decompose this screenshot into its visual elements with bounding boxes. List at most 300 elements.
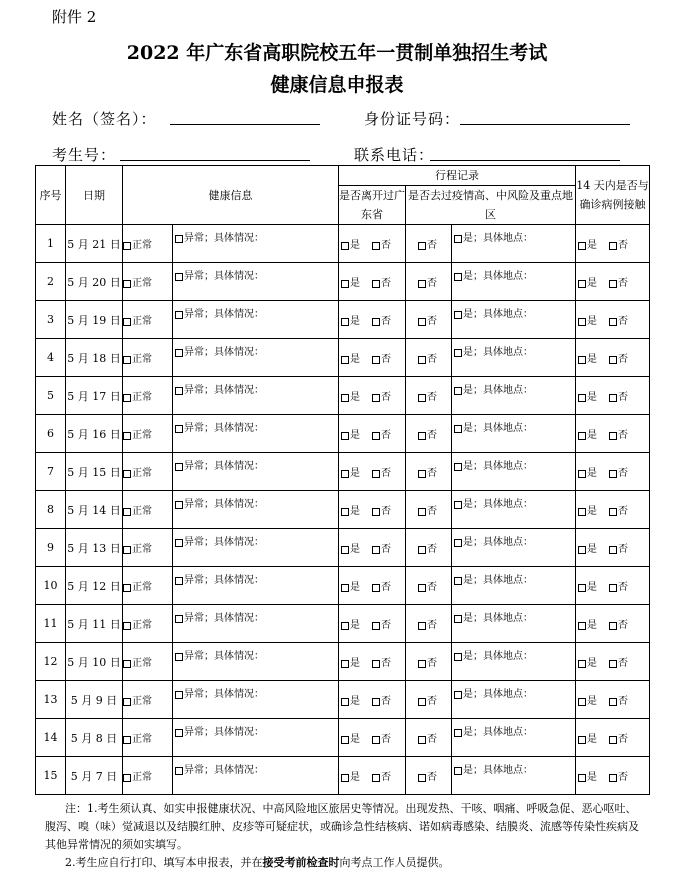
checkbox-icon[interactable]	[372, 242, 380, 250]
left-gd-yes[interactable]	[341, 506, 360, 517]
risk-no-cell[interactable]	[406, 263, 452, 301]
risk-yes-cell[interactable]	[452, 643, 576, 681]
risk-no[interactable]	[418, 430, 437, 441]
checkbox-icon[interactable]	[341, 280, 349, 288]
checkbox-icon[interactable]	[372, 622, 380, 630]
normal-checkbox[interactable]	[123, 278, 152, 289]
contact-yes[interactable]	[578, 240, 597, 251]
risk-no[interactable]	[418, 506, 437, 517]
health-abnormal-cell[interactable]	[173, 757, 339, 795]
checkbox-icon[interactable]	[609, 622, 617, 630]
health-abnormal-cell[interactable]	[173, 681, 339, 719]
health-abnormal-cell[interactable]	[173, 377, 339, 415]
risk-no[interactable]	[418, 658, 437, 669]
health-abnormal-cell[interactable]	[173, 301, 339, 339]
contact-no[interactable]	[609, 658, 628, 669]
health-normal-cell[interactable]	[123, 567, 173, 605]
checkbox-icon[interactable]	[175, 729, 183, 737]
risk-yes-cell[interactable]	[452, 301, 576, 339]
checkbox-icon[interactable]	[454, 387, 462, 395]
checkbox-icon[interactable]	[341, 698, 349, 706]
abnormal-checkbox[interactable]	[175, 233, 264, 244]
checkbox-icon[interactable]	[372, 660, 380, 668]
contact-cell[interactable]	[576, 567, 650, 605]
checkbox-icon[interactable]	[372, 470, 380, 478]
checkbox-icon[interactable]	[578, 508, 586, 516]
checkbox-icon[interactable]	[609, 318, 617, 326]
left-gd-yes[interactable]	[341, 354, 360, 365]
checkbox-icon[interactable]	[418, 394, 426, 402]
risk-yes-cell[interactable]	[452, 225, 576, 263]
contact-yes[interactable]	[578, 772, 597, 783]
normal-checkbox[interactable]	[123, 582, 152, 593]
health-abnormal-cell[interactable]	[173, 263, 339, 301]
checkbox-icon[interactable]	[418, 242, 426, 250]
left-gd-no[interactable]	[372, 544, 391, 555]
contact-cell[interactable]	[576, 225, 650, 263]
risk-no-cell[interactable]	[406, 301, 452, 339]
left-gd-yes[interactable]	[341, 430, 360, 441]
checkbox-icon[interactable]	[454, 691, 462, 699]
abnormal-checkbox[interactable]	[175, 651, 264, 662]
checkbox-icon[interactable]	[341, 774, 349, 782]
checkbox-icon[interactable]	[418, 774, 426, 782]
risk-no-cell[interactable]	[406, 453, 452, 491]
checkbox-icon[interactable]	[454, 311, 462, 319]
contact-yes[interactable]	[578, 620, 597, 631]
risk-no[interactable]	[418, 278, 437, 289]
checkbox-icon[interactable]	[175, 387, 183, 395]
risk-yes-cell[interactable]	[452, 377, 576, 415]
contact-cell[interactable]	[576, 491, 650, 529]
checkbox-icon[interactable]	[123, 736, 131, 744]
checkbox-icon[interactable]	[372, 546, 380, 554]
abnormal-checkbox[interactable]	[175, 575, 264, 586]
checkbox-icon[interactable]	[123, 698, 131, 706]
checkbox-icon[interactable]	[372, 280, 380, 288]
checkbox-icon[interactable]	[609, 432, 617, 440]
checkbox-icon[interactable]	[372, 698, 380, 706]
left-gd-no[interactable]	[372, 658, 391, 669]
checkbox-icon[interactable]	[341, 318, 349, 326]
health-normal-cell[interactable]	[123, 681, 173, 719]
checkbox-icon[interactable]	[578, 318, 586, 326]
checkbox-icon[interactable]	[175, 273, 183, 281]
left-gd-cell[interactable]	[339, 453, 406, 491]
contact-no[interactable]	[609, 468, 628, 479]
checkbox-icon[interactable]	[418, 318, 426, 326]
contact-cell[interactable]	[576, 529, 650, 567]
risk-no-cell[interactable]	[406, 643, 452, 681]
contact-cell[interactable]	[576, 605, 650, 643]
risk-yes[interactable]	[454, 309, 533, 320]
checkbox-icon[interactable]	[123, 508, 131, 516]
name-field[interactable]	[170, 124, 320, 125]
checkbox-icon[interactable]	[609, 508, 617, 516]
abnormal-checkbox[interactable]	[175, 765, 264, 776]
checkbox-icon[interactable]	[175, 349, 183, 357]
left-gd-no[interactable]	[372, 392, 391, 403]
contact-no[interactable]	[609, 316, 628, 327]
checkbox-icon[interactable]	[609, 698, 617, 706]
left-gd-cell[interactable]	[339, 377, 406, 415]
checkbox-icon[interactable]	[175, 691, 183, 699]
left-gd-no[interactable]	[372, 696, 391, 707]
left-gd-yes[interactable]	[341, 468, 360, 479]
health-normal-cell[interactable]	[123, 263, 173, 301]
abnormal-checkbox[interactable]	[175, 271, 264, 282]
checkbox-icon[interactable]	[454, 235, 462, 243]
checkbox-icon[interactable]	[418, 622, 426, 630]
checkbox-icon[interactable]	[454, 653, 462, 661]
checkbox-icon[interactable]	[609, 584, 617, 592]
checkbox-icon[interactable]	[175, 539, 183, 547]
contact-yes[interactable]	[578, 544, 597, 555]
checkbox-icon[interactable]	[609, 660, 617, 668]
contact-cell[interactable]	[576, 681, 650, 719]
risk-yes[interactable]	[454, 499, 533, 510]
left-gd-cell[interactable]	[339, 529, 406, 567]
checkbox-icon[interactable]	[341, 622, 349, 630]
left-gd-cell[interactable]	[339, 415, 406, 453]
health-normal-cell[interactable]	[123, 377, 173, 415]
normal-checkbox[interactable]	[123, 544, 152, 555]
left-gd-cell[interactable]	[339, 605, 406, 643]
risk-no-cell[interactable]	[406, 529, 452, 567]
risk-no[interactable]	[418, 734, 437, 745]
left-gd-no[interactable]	[372, 316, 391, 327]
checkbox-icon[interactable]	[123, 356, 131, 364]
left-gd-yes[interactable]	[341, 392, 360, 403]
normal-checkbox[interactable]	[123, 658, 152, 669]
checkbox-icon[interactable]	[454, 615, 462, 623]
contact-yes[interactable]	[578, 658, 597, 669]
health-normal-cell[interactable]	[123, 643, 173, 681]
checkbox-icon[interactable]	[123, 394, 131, 402]
contact-yes[interactable]	[578, 468, 597, 479]
risk-no-cell[interactable]	[406, 605, 452, 643]
health-normal-cell[interactable]	[123, 491, 173, 529]
left-gd-cell[interactable]	[339, 757, 406, 795]
contact-yes[interactable]	[578, 278, 597, 289]
risk-yes[interactable]	[454, 271, 533, 282]
left-gd-no[interactable]	[372, 620, 391, 631]
checkbox-icon[interactable]	[418, 432, 426, 440]
left-gd-cell[interactable]	[339, 491, 406, 529]
left-gd-cell[interactable]	[339, 681, 406, 719]
left-gd-cell[interactable]	[339, 263, 406, 301]
contact-cell[interactable]	[576, 415, 650, 453]
risk-yes-cell[interactable]	[452, 681, 576, 719]
risk-no[interactable]	[418, 354, 437, 365]
risk-no[interactable]	[418, 240, 437, 251]
checkbox-icon[interactable]	[578, 584, 586, 592]
left-gd-yes[interactable]	[341, 582, 360, 593]
risk-no-cell[interactable]	[406, 567, 452, 605]
checkbox-icon[interactable]	[341, 508, 349, 516]
risk-yes-cell[interactable]	[452, 605, 576, 643]
left-gd-cell[interactable]	[339, 567, 406, 605]
contact-yes[interactable]	[578, 734, 597, 745]
health-abnormal-cell[interactable]	[173, 529, 339, 567]
left-gd-cell[interactable]	[339, 643, 406, 681]
risk-yes[interactable]	[454, 385, 533, 396]
checkbox-icon[interactable]	[418, 546, 426, 554]
risk-yes-cell[interactable]	[452, 415, 576, 453]
checkbox-icon[interactable]	[341, 242, 349, 250]
risk-yes[interactable]	[454, 461, 533, 472]
checkbox-icon[interactable]	[454, 425, 462, 433]
risk-yes[interactable]	[454, 613, 533, 624]
checkbox-icon[interactable]	[123, 280, 131, 288]
checkbox-icon[interactable]	[418, 736, 426, 744]
left-gd-no[interactable]	[372, 430, 391, 441]
health-normal-cell[interactable]	[123, 339, 173, 377]
checkbox-icon[interactable]	[372, 584, 380, 592]
checkbox-icon[interactable]	[372, 736, 380, 744]
left-gd-no[interactable]	[372, 582, 391, 593]
health-normal-cell[interactable]	[123, 719, 173, 757]
left-gd-no[interactable]	[372, 506, 391, 517]
checkbox-icon[interactable]	[341, 356, 349, 364]
checkbox-icon[interactable]	[454, 349, 462, 357]
health-normal-cell[interactable]	[123, 757, 173, 795]
checkbox-icon[interactable]	[578, 698, 586, 706]
checkbox-icon[interactable]	[578, 774, 586, 782]
left-gd-cell[interactable]	[339, 339, 406, 377]
checkbox-icon[interactable]	[609, 470, 617, 478]
abnormal-checkbox[interactable]	[175, 499, 264, 510]
normal-checkbox[interactable]	[123, 240, 152, 251]
checkbox-icon[interactable]	[341, 394, 349, 402]
checkbox-icon[interactable]	[578, 394, 586, 402]
risk-no-cell[interactable]	[406, 491, 452, 529]
checkbox-icon[interactable]	[454, 463, 462, 471]
contact-no[interactable]	[609, 278, 628, 289]
phone-field[interactable]	[430, 160, 620, 161]
abnormal-checkbox[interactable]	[175, 461, 264, 472]
risk-no[interactable]	[418, 316, 437, 327]
checkbox-icon[interactable]	[175, 501, 183, 509]
contact-cell[interactable]	[576, 301, 650, 339]
risk-yes[interactable]	[454, 651, 533, 662]
normal-checkbox[interactable]	[123, 430, 152, 441]
health-abnormal-cell[interactable]	[173, 491, 339, 529]
contact-no[interactable]	[609, 240, 628, 251]
checkbox-icon[interactable]	[123, 660, 131, 668]
contact-yes[interactable]	[578, 430, 597, 441]
checkbox-icon[interactable]	[175, 425, 183, 433]
checkbox-icon[interactable]	[372, 394, 380, 402]
exam-no-field[interactable]	[120, 160, 310, 161]
risk-no[interactable]	[418, 392, 437, 403]
contact-no[interactable]	[609, 772, 628, 783]
contact-cell[interactable]	[576, 719, 650, 757]
health-normal-cell[interactable]	[123, 529, 173, 567]
left-gd-cell[interactable]	[339, 225, 406, 263]
health-abnormal-cell[interactable]	[173, 415, 339, 453]
checkbox-icon[interactable]	[418, 660, 426, 668]
abnormal-checkbox[interactable]	[175, 309, 264, 320]
checkbox-icon[interactable]	[175, 235, 183, 243]
risk-no[interactable]	[418, 544, 437, 555]
checkbox-icon[interactable]	[372, 318, 380, 326]
checkbox-icon[interactable]	[341, 470, 349, 478]
risk-yes-cell[interactable]	[452, 339, 576, 377]
risk-yes[interactable]	[454, 765, 533, 776]
left-gd-no[interactable]	[372, 468, 391, 479]
checkbox-icon[interactable]	[372, 356, 380, 364]
checkbox-icon[interactable]	[372, 508, 380, 516]
risk-no-cell[interactable]	[406, 681, 452, 719]
checkbox-icon[interactable]	[175, 653, 183, 661]
contact-yes[interactable]	[578, 316, 597, 327]
contact-cell[interactable]	[576, 453, 650, 491]
checkbox-icon[interactable]	[454, 729, 462, 737]
id-field[interactable]	[460, 124, 630, 125]
left-gd-yes[interactable]	[341, 240, 360, 251]
checkbox-icon[interactable]	[175, 615, 183, 623]
checkbox-icon[interactable]	[578, 356, 586, 364]
risk-no-cell[interactable]	[406, 757, 452, 795]
health-abnormal-cell[interactable]	[173, 567, 339, 605]
abnormal-checkbox[interactable]	[175, 689, 264, 700]
contact-cell[interactable]	[576, 339, 650, 377]
contact-yes[interactable]	[578, 506, 597, 517]
checkbox-icon[interactable]	[578, 280, 586, 288]
checkbox-icon[interactable]	[454, 501, 462, 509]
checkbox-icon[interactable]	[175, 311, 183, 319]
checkbox-icon[interactable]	[123, 432, 131, 440]
checkbox-icon[interactable]	[341, 546, 349, 554]
risk-yes-cell[interactable]	[452, 757, 576, 795]
health-abnormal-cell[interactable]	[173, 605, 339, 643]
checkbox-icon[interactable]	[578, 242, 586, 250]
left-gd-yes[interactable]	[341, 772, 360, 783]
contact-no[interactable]	[609, 734, 628, 745]
risk-yes-cell[interactable]	[452, 529, 576, 567]
checkbox-icon[interactable]	[123, 774, 131, 782]
left-gd-yes[interactable]	[341, 734, 360, 745]
checkbox-icon[interactable]	[418, 584, 426, 592]
checkbox-icon[interactable]	[578, 660, 586, 668]
risk-no-cell[interactable]	[406, 719, 452, 757]
checkbox-icon[interactable]	[578, 546, 586, 554]
contact-no[interactable]	[609, 392, 628, 403]
risk-yes[interactable]	[454, 423, 533, 434]
health-abnormal-cell[interactable]	[173, 643, 339, 681]
risk-yes-cell[interactable]	[452, 453, 576, 491]
health-normal-cell[interactable]	[123, 453, 173, 491]
contact-yes[interactable]	[578, 392, 597, 403]
normal-checkbox[interactable]	[123, 772, 152, 783]
risk-yes[interactable]	[454, 575, 533, 586]
checkbox-icon[interactable]	[123, 584, 131, 592]
checkbox-icon[interactable]	[454, 577, 462, 585]
risk-no-cell[interactable]	[406, 339, 452, 377]
normal-checkbox[interactable]	[123, 392, 152, 403]
health-normal-cell[interactable]	[123, 301, 173, 339]
checkbox-icon[interactable]	[578, 622, 586, 630]
risk-yes-cell[interactable]	[452, 719, 576, 757]
left-gd-yes[interactable]	[341, 658, 360, 669]
left-gd-cell[interactable]	[339, 719, 406, 757]
health-normal-cell[interactable]	[123, 415, 173, 453]
risk-no-cell[interactable]	[406, 415, 452, 453]
normal-checkbox[interactable]	[123, 734, 152, 745]
risk-no[interactable]	[418, 582, 437, 593]
contact-no[interactable]	[609, 354, 628, 365]
risk-yes[interactable]	[454, 537, 533, 548]
risk-no[interactable]	[418, 696, 437, 707]
risk-yes[interactable]	[454, 727, 533, 738]
normal-checkbox[interactable]	[123, 696, 152, 707]
abnormal-checkbox[interactable]	[175, 423, 264, 434]
risk-no-cell[interactable]	[406, 377, 452, 415]
left-gd-yes[interactable]	[341, 278, 360, 289]
checkbox-icon[interactable]	[123, 242, 131, 250]
checkbox-icon[interactable]	[609, 394, 617, 402]
normal-checkbox[interactable]	[123, 506, 152, 517]
checkbox-icon[interactable]	[418, 280, 426, 288]
left-gd-no[interactable]	[372, 772, 391, 783]
checkbox-icon[interactable]	[175, 577, 183, 585]
checkbox-icon[interactable]	[418, 508, 426, 516]
health-normal-cell[interactable]	[123, 225, 173, 263]
checkbox-icon[interactable]	[609, 242, 617, 250]
checkbox-icon[interactable]	[609, 774, 617, 782]
contact-no[interactable]	[609, 430, 628, 441]
risk-yes[interactable]	[454, 233, 533, 244]
abnormal-checkbox[interactable]	[175, 613, 264, 624]
checkbox-icon[interactable]	[454, 539, 462, 547]
left-gd-yes[interactable]	[341, 544, 360, 555]
checkbox-icon[interactable]	[372, 774, 380, 782]
normal-checkbox[interactable]	[123, 354, 152, 365]
checkbox-icon[interactable]	[175, 767, 183, 775]
left-gd-no[interactable]	[372, 734, 391, 745]
contact-cell[interactable]	[576, 263, 650, 301]
checkbox-icon[interactable]	[372, 432, 380, 440]
checkbox-icon[interactable]	[341, 660, 349, 668]
left-gd-yes[interactable]	[341, 696, 360, 707]
checkbox-icon[interactable]	[578, 432, 586, 440]
contact-no[interactable]	[609, 696, 628, 707]
checkbox-icon[interactable]	[341, 584, 349, 592]
abnormal-checkbox[interactable]	[175, 347, 264, 358]
left-gd-yes[interactable]	[341, 316, 360, 327]
normal-checkbox[interactable]	[123, 620, 152, 631]
risk-no[interactable]	[418, 772, 437, 783]
checkbox-icon[interactable]	[454, 273, 462, 281]
contact-cell[interactable]	[576, 377, 650, 415]
contact-cell[interactable]	[576, 757, 650, 795]
checkbox-icon[interactable]	[341, 736, 349, 744]
left-gd-no[interactable]	[372, 240, 391, 251]
abnormal-checkbox[interactable]	[175, 537, 264, 548]
checkbox-icon[interactable]	[454, 767, 462, 775]
risk-yes-cell[interactable]	[452, 491, 576, 529]
contact-yes[interactable]	[578, 696, 597, 707]
risk-no-cell[interactable]	[406, 225, 452, 263]
checkbox-icon[interactable]	[123, 546, 131, 554]
abnormal-checkbox[interactable]	[175, 727, 264, 738]
checkbox-icon[interactable]	[123, 622, 131, 630]
contact-no[interactable]	[609, 544, 628, 555]
left-gd-no[interactable]	[372, 354, 391, 365]
health-normal-cell[interactable]	[123, 605, 173, 643]
risk-no[interactable]	[418, 620, 437, 631]
